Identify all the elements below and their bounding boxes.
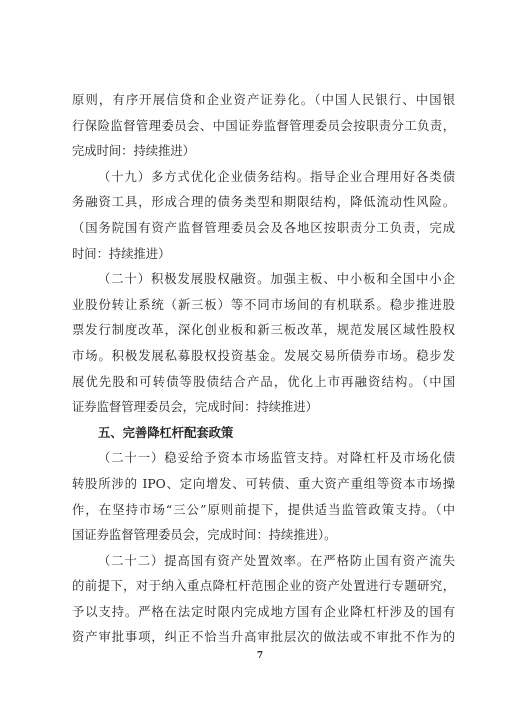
text-line: 的前提下，对于纳入重点降杠杆范围企业的资产处置进行专题研究， [72, 579, 455, 594]
text-line: （国务院国有资产监督管理委员会及各地区按职责分工负责，完成 [72, 220, 455, 235]
text-line: 市场。积极发展私募股权投资基金。发展交易所债券市场。稳步发 [72, 348, 455, 363]
document-body [72, 88, 455, 651]
text-line: 业股份转让系统（新三板）等不同市场间的有机联系。稳步推进股 [72, 297, 455, 312]
text-line: 务融资工具，形成合理的债务类型和期限结构，降低流动性风险。 [72, 195, 455, 210]
paragraph-start-line: （二十二）提高国有资产处置效率。在严格防止国有资产流失 [98, 553, 455, 568]
paragraph-start-line: （二十）积极发展股权融资。加强主板、中小板和全国中小企 [98, 272, 455, 287]
paragraph-start-line: （十九）多方式优化企业债务结构。指导企业合理用好各类债 [98, 169, 455, 184]
text-line: 予以支持。严格在法定时限内完成地方国有企业降杠杆涉及的国有 [72, 604, 455, 619]
page-number: 7 [256, 651, 264, 661]
text-line: 原则，有序开展信贷和企业资产证券化。（中国人民银行、中国银 [72, 93, 455, 107]
text-line: 国证券监督管理委员会，完成时间：持续推进）。 [72, 528, 337, 543]
text-line: 转股所涉的 IPO、定向增发、可转债、重大资产重组等资本市场操 [72, 476, 455, 491]
text-line: 票发行制度改革，深化创业板和新三板改革，规范发展区域性股权 [72, 323, 455, 338]
text-line: 行保险监督管理委员会、中国证券监督管理委员会按职责分工负责， [72, 118, 455, 133]
text-line: 证券监督管理委员会，完成时间：持续推进） [72, 400, 318, 415]
text-line: 作，在坚持市场“三公”原则前提下，提供适当监管政策支持。（中 [72, 502, 455, 517]
text-line: 资产审批事项，纠正不恰当升高审批层次的做法或不审批不作为的 [72, 630, 455, 645]
section-heading: 五、完善降杠杆配套政策 [98, 425, 234, 440]
text-line: 时间：持续推进） [72, 246, 171, 261]
paragraph-start-line: （二十一）稳妥给予资本市场监管支持。对降杠杆及市场化债 [98, 451, 455, 466]
text-line: 完成时间：持续推进） [72, 144, 195, 159]
text-line: 展优先股和可转债等股债结合产品，优化上市再融资结构。（中国 [72, 374, 455, 389]
